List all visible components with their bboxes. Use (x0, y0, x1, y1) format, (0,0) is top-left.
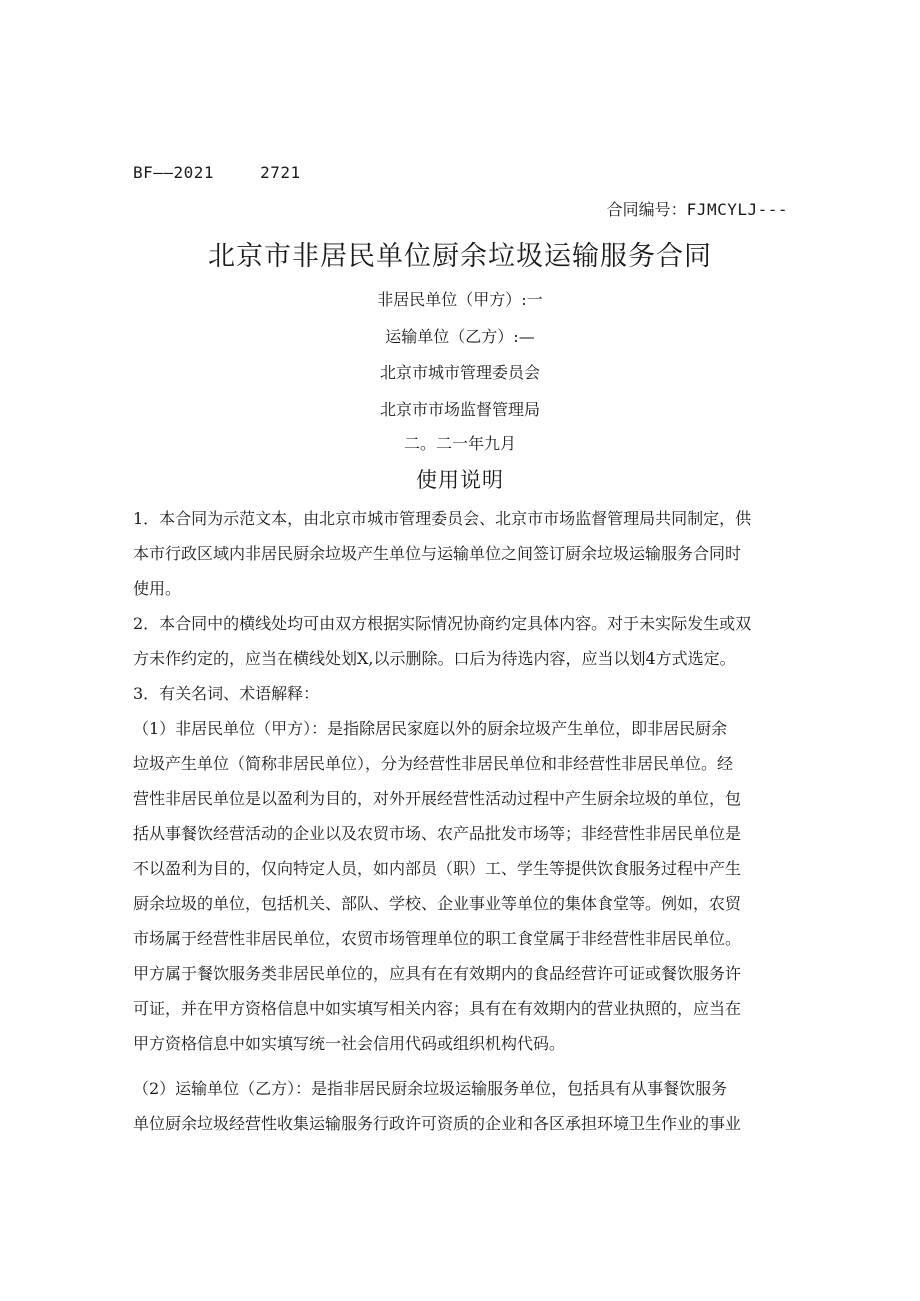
contract-number-value: FJMCYLJ--- (686, 200, 788, 219)
paragraph-line: （2）运输单位（乙方）：是指非居民厨余垃圾运输服务单位，包括具有从事餐饮服务 (133, 1079, 728, 1098)
paragraph-line: （1）非居民单位（甲方）：是指除居民家庭以外的厨余垃圾产生单位，即非居民厨余 (133, 719, 728, 738)
instructions-heading: 使用说明 (416, 468, 504, 492)
document-code-prefix: BF——2021 (133, 163, 215, 182)
paragraph-line: 甲方属于餐饮服务类非居民单位的，应具有在有效期内的食品经营许可证或餐饮服务许 (133, 964, 742, 983)
contract-number-label: 合同编号： (606, 200, 687, 219)
issuer-line-1: 北京市城市管理委员会 (379, 363, 540, 382)
paragraph-line: 不以盈利为目的，仅向特定人员，如内部员（职）工、学生等提供饮食服务过程中产生 (133, 859, 742, 878)
instruction-item-1 (133, 501, 793, 606)
instruction-item-2 (133, 606, 793, 676)
term-definition-2 (133, 1071, 793, 1141)
paragraph-line: 方未作约定的，应当在横线处划X,以示删除。口后为待选内容，应当以划4方式选定。 (133, 649, 736, 668)
party-a-line: 非居民单位（甲方）:一 (377, 290, 543, 309)
paragraph-line: 垃圾产生单位（简称非居民单位），分为经营性非居民单位和非经营性非居民单位。经 (133, 754, 734, 773)
document-code-number: 2721 (260, 163, 301, 182)
paragraph-line: 本市行政区域内非居民厨余垃圾产生单位与运输单位之间签订厨余垃圾运输服务合同时 (133, 544, 742, 563)
page-title: 北京市非居民单位厨余垃圾运输服务合同 (208, 241, 712, 272)
paragraph-line: 市场属于经营性非居民单位，农贸市场管理单位的职工食堂属于非经营性非居民单位。 (133, 929, 742, 948)
party-b-line: 运输单位（乙方）:— (385, 327, 535, 346)
paragraph-line: 营性非居民单位是以盈利为目的，对外开展经营性活动过程中产生厨余垃圾的单位，包 (133, 789, 742, 808)
issuer-line-2: 北京市市场监督管理局 (379, 400, 540, 419)
contract-number (607, 197, 788, 220)
paragraph-line: 括从事餐饮经营活动的企业以及农贸市场、农产品批发市场等；非经营性非居民单位是 (133, 824, 742, 843)
paragraph-line: 单位厨余垃圾经营性收集运输服务行政许可资质的企业和各区承担环境卫生作业的事业 (133, 1114, 742, 1133)
document-code (133, 163, 301, 182)
paragraph-line: 厨余垃圾的单位，包括机关、部队、学校、企业事业等单位的集体食堂等。例如，农贸 (133, 894, 742, 913)
paragraph-line: 3．有关名词、术语解释： (133, 684, 320, 703)
paragraph-line: 可证，并在甲方资格信息中如实填写相关内容；具有在有效期内的营业执照的，应当在 (133, 999, 742, 1018)
paragraph-line: 2．本合同中的横线处均可由双方根据实际情况协商约定具体内容。对于未实际发生或双 (133, 614, 752, 633)
paragraph-line: 甲方资格信息中如实填写统一社会信用代码或组织机构代码。 (133, 1034, 566, 1053)
paragraph-line: 1．本合同为示范文本，由北京市城市管理委员会、北京市市场监督管理局共同制定，供 (133, 509, 752, 528)
term-definition-1 (133, 711, 793, 1061)
instruction-item-3 (133, 676, 793, 711)
paragraph-line: 使用。 (133, 579, 182, 598)
issue-date: 二。二一年九月 (403, 434, 516, 453)
